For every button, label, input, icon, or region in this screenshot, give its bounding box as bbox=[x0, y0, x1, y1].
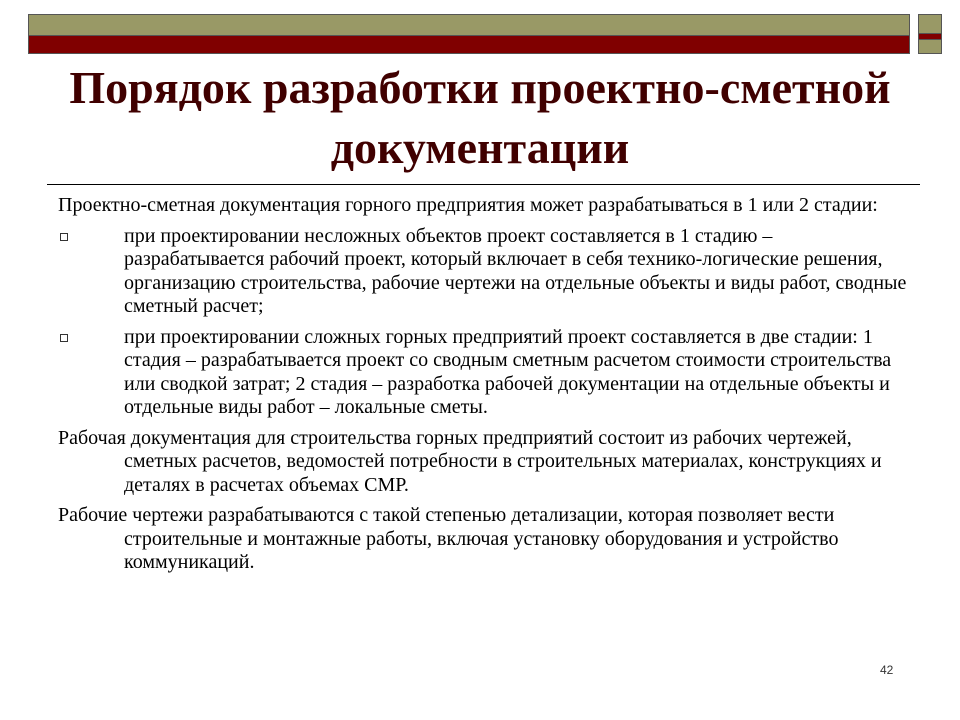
corner-block-olive-bottom bbox=[918, 40, 942, 54]
page-number: 42 bbox=[880, 663, 894, 677]
bullet-text-2: при проектировании сложных горных предприятий проект составляется в две стадии: 1 стадия – разрабатывается проект со сводным сметным расчетом стоимости строительства или сводкой затрат; 2 стадия – разработка рабочей документации на отдельные объекты и отдельные виды работ – локальные сметы. bbox=[124, 325, 892, 418]
bullet-text-1: при проектировании несложных объектов проект составляется в 1 стадию – разрабатывается рабочий проект, который включает в себя технико-логические решения, организацию строительства, рабочие чертежи на отдельные объекты и виды работ, сводные сметный расчет; bbox=[124, 224, 907, 317]
intro-paragraph: Проектно-сметная документация горного предприятия может разрабатываться в 1 или 2 стадии: bbox=[58, 194, 878, 216]
corner-block-olive-top bbox=[918, 14, 942, 34]
working-docs-paragraph: Рабочая документация для строительства горных предприятий состоит из рабочих чертежей, сметных расчетов, ведомостей потребности в строительных материалах, конструкциях и деталях в расчетах объемах СМР. bbox=[58, 426, 882, 496]
top-bar-maroon-stripe bbox=[28, 36, 910, 54]
title-divider bbox=[47, 184, 920, 185]
top-bar-olive-stripe bbox=[28, 14, 910, 36]
working-drawings-paragraph: Рабочие чертежи разрабатываются с такой степенью детализации, которая позволяет вести строительные и монтажные работы, включая установку оборудования и устройство коммуникаций. bbox=[58, 504, 839, 573]
square-bullet-icon bbox=[60, 334, 68, 342]
top-decorative-bar bbox=[28, 14, 910, 54]
slide-title: Порядок разработки проектно-сметной документации bbox=[69, 62, 891, 173]
bullet-item-2 bbox=[58, 326, 908, 420]
bullet-item-1 bbox=[58, 225, 908, 319]
square-bullet-icon bbox=[60, 233, 68, 241]
slide-body bbox=[58, 194, 908, 582]
